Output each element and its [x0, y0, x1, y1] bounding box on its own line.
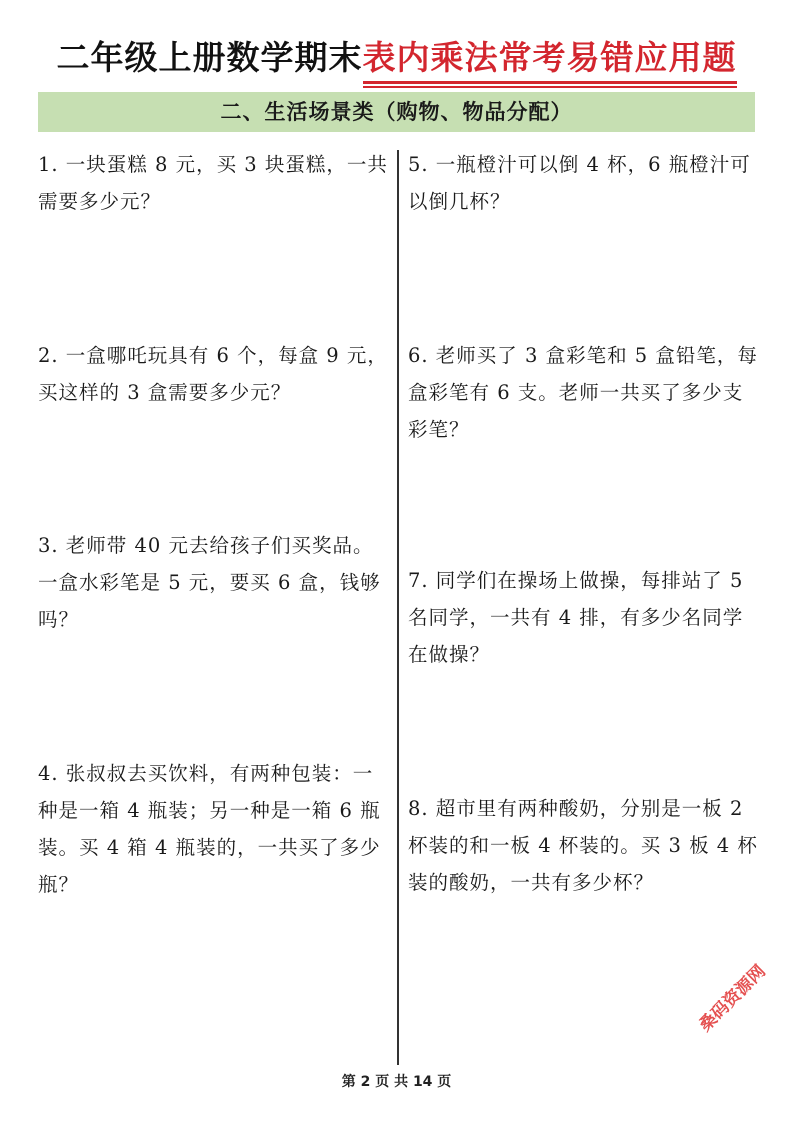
- question-5: 5. 一瓶橙汁可以倒 4 杯，6 瓶橙汁可以倒几杯？: [408, 153, 751, 213]
- question-7: 7. 同学们在操场上做操，每排站了 5 名同学，一共有 4 排，有多少名同学在做操？: [408, 569, 744, 666]
- question-2: 2. 一盒哪吒玩具有 6 个，每盒 9 元，买这样的 3 盒需要多少元？: [38, 344, 388, 404]
- question-8: 8. 超市里有两种酸奶，分别是一板 2 杯装的和一板 4 杯装的。买 3 板 4 杯装的酸奶，一共有多少杯？: [408, 797, 758, 894]
- question-6: 6. 老师买了 3 盒彩笔和 5 盒铅笔，每盒彩笔有 6 支。老师一共买了多少支彩笔？: [408, 344, 758, 441]
- section-header: 二、生活场景类（购物、物品分配）: [38, 92, 755, 132]
- page-title: [0, 36, 793, 84]
- question-1: 1. 一块蛋糕 8 元，买 3 块蛋糕，一共需要多少元？: [38, 153, 388, 213]
- page-number: 第 2 页 共 14 页: [341, 1074, 452, 1090]
- question-3: 3. 老师带 40 元去给孩子们买奖品。一盒水彩笔是 5 元，要买 6 盒，钱够吗？: [38, 534, 381, 631]
- title-highlight: 表内乘法常考易错应用题: [363, 36, 737, 84]
- question-4: 4. 张叔叔去买饮料，有两种包装：一种是一箱 4 瓶装；另一种是一箱 6 瓶装。买 4 箱 4 瓶装的，一共买了多少瓶？: [38, 762, 381, 896]
- watermark: 桑码资源网: [695, 961, 770, 1036]
- title-main: 二年级上册数学期末: [56, 38, 363, 77]
- column-divider: [397, 150, 399, 1065]
